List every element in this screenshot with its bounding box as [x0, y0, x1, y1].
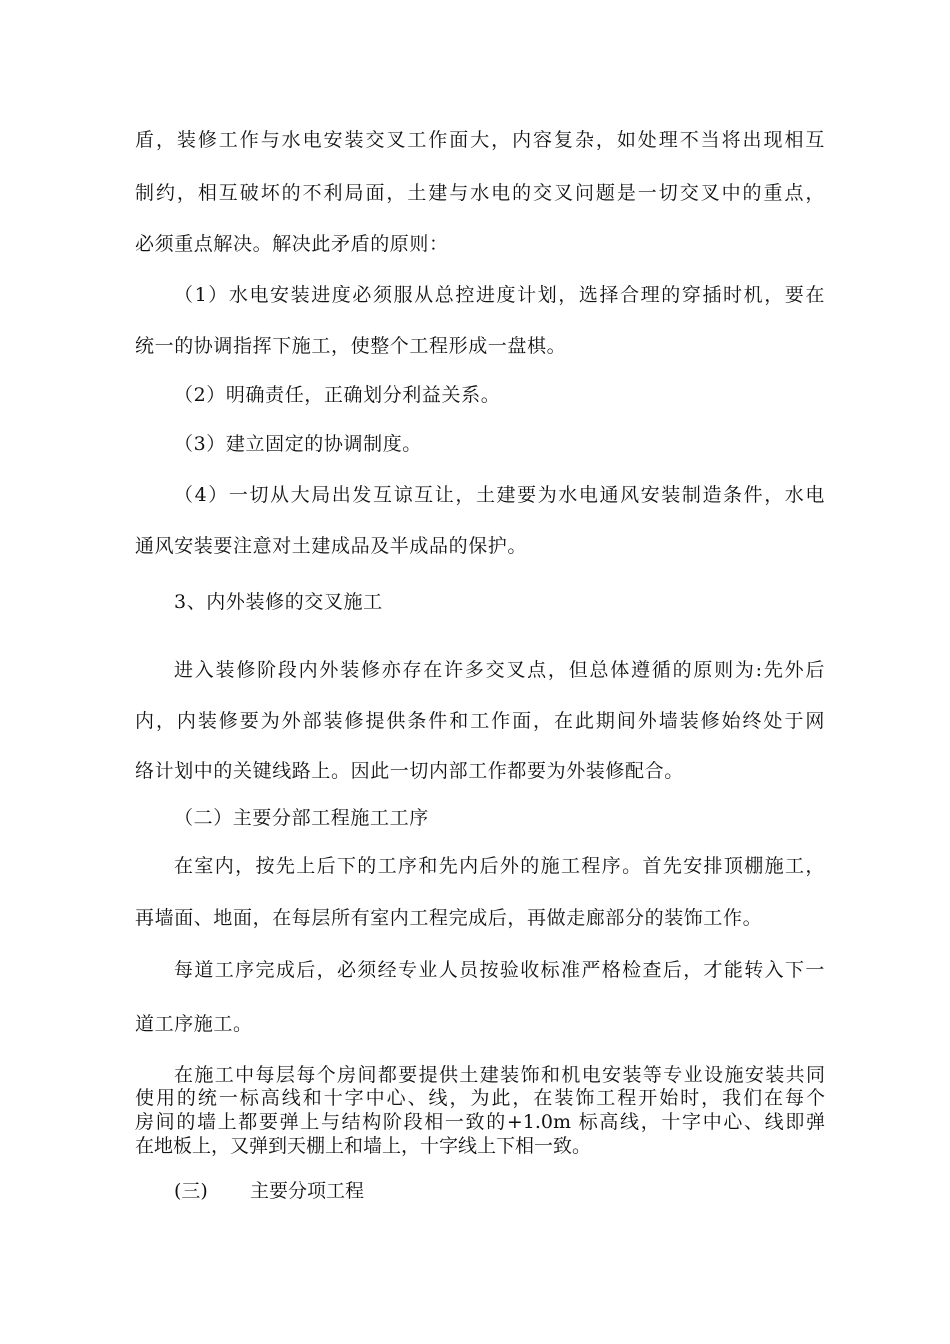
paragraph-line: 房间的墙上都要弹上与结构阶段相一致的+1.0m 标高线，十字中心、线即弹: [135, 1111, 825, 1133]
paragraph-line: 每道工序完成后，必须经专业人员按验收标准严格检查后，才能转入下一: [174, 959, 825, 981]
list-item-4-line: （4）一切从大局出发互谅互让，土建要为水电通风安装制造条件，水电: [174, 484, 825, 506]
paragraph-line: 在施工中每层每个房间都要提供土建装饰和机电安装等专业设施安装共同: [174, 1064, 825, 1086]
list-item-1-line: 统一的协调指挥下施工，使整个工程形成一盘棋。: [135, 335, 567, 357]
paragraph-line: 制约，相互破坏的不利局面，土建与水电的交叉问题是一切交叉中的重点，: [135, 182, 825, 204]
section-heading-2: （二）主要分部工程施工工序: [174, 807, 429, 829]
paragraph-line: 进入装修阶段内外装修亦存在许多交叉点，但总体遵循的原则为:先外后: [174, 659, 825, 681]
list-item-1-line: （1）水电安装进度必须服从总控进度计划，选择合理的穿插时机，要在: [174, 284, 825, 306]
paragraph-line: 再墙面、地面，在每层所有室内工程完成后，再做走廊部分的装饰工作。: [135, 907, 763, 929]
paragraph-line: 在室内，按先上后下的工序和先内后外的施工程序。首先安排顶棚施工，: [174, 855, 825, 877]
list-item-4-line: 通风安装要注意对土建成品及半成品的保护。: [135, 535, 528, 557]
paragraph-line: 必须重点解决。解决此矛盾的原则：: [135, 233, 449, 255]
subheading-3: 3、内外装修的交叉施工: [174, 591, 383, 613]
list-item-2: （2）明确责任，正确划分利益关系。: [174, 384, 501, 406]
paragraph-line: 在地板上，又弹到天棚上和墙上，十字线上下相一致。: [135, 1135, 592, 1157]
paragraph-line: 络计划中的关键线路上。因此一切内部工作都要为外装修配合。: [135, 760, 684, 782]
paragraph-line: 盾，装修工作与水电安装交叉工作面大，内容复杂，如处理不当将出现相互: [135, 129, 825, 151]
paragraph-line: 道工序施工。: [135, 1013, 253, 1035]
section-title-3: 主要分项工程: [250, 1180, 365, 1202]
paragraph-line: 使用的统一标高线和十字中心、线，为此，在装饰工程开始时，我们在每个: [135, 1087, 825, 1109]
list-item-3: （3）建立固定的协调制度。: [174, 433, 422, 455]
section-number-3: (三): [174, 1180, 208, 1202]
paragraph-line: 内，内装修要为外部装修提供条件和工作面，在此期间外墙装修始终处于网: [135, 710, 825, 732]
